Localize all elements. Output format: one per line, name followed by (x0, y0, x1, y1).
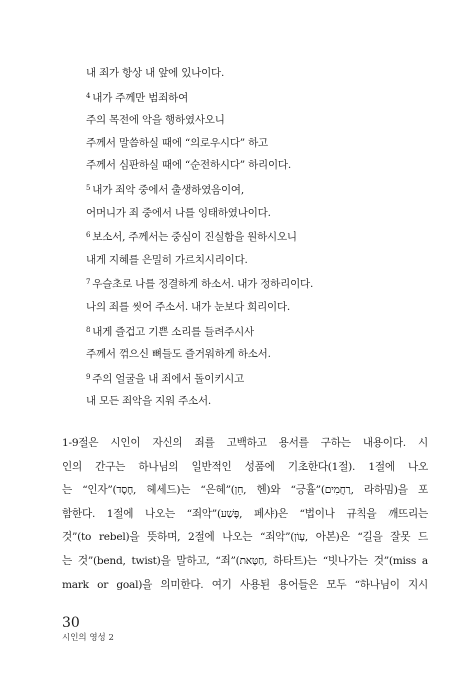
verse-text: 내 모든 죄악을 지워 주소서. (86, 395, 212, 408)
page-footer (62, 615, 114, 644)
commentary-line: 1-9절은 시인이 자신의 죄를 고백하고 용서를 구하는 내용이다. 시 (62, 437, 428, 449)
verse-text: 내게 지혜를 은밀히 가르치시리이다. (86, 253, 248, 266)
page-number: 30 (62, 615, 80, 631)
verse-line (86, 154, 446, 177)
verse-line (86, 343, 446, 366)
commentary-paragraph (62, 432, 428, 597)
verse-text: 내게 즐겁고 기쁜 소리를 들려주시사 (92, 325, 254, 338)
verse-text: 주의 목전에 악을 행하였사오니 (86, 114, 225, 127)
verse-number: 9 (86, 372, 91, 381)
verse-line (86, 296, 446, 319)
verse-line (86, 366, 446, 391)
commentary-line: 함한다. 1절에 나오는 “죄악”(פֶּשַׁע, 페샤)은 “법이나 규칙을 깨뜨리는 (62, 507, 428, 520)
book-title: 시인의 영성 2 (62, 633, 114, 643)
verse-line (86, 85, 446, 110)
verse-line (86, 271, 446, 296)
verse-line (86, 249, 446, 272)
verse-text: 어머니가 죄 중에서 나를 잉태하였나이다. (86, 206, 271, 219)
scripture-verses (86, 62, 446, 413)
commentary-line: 인의 간구는 하나님의 일반적인 성품에 기초한다(1절). 1절에 나오 (62, 460, 428, 473)
verse-number: 6 (86, 231, 91, 240)
verse-text: 내 죄가 항상 내 앞에 있나이다. (86, 67, 225, 79)
verse-number: 8 (86, 325, 91, 334)
verse-text: 주의 얼굴을 내 죄에서 돌이키시고 (92, 372, 245, 385)
verse-line (86, 224, 446, 249)
verse-text: 주께서 꺾으신 뼈들도 즐거워하게 하소서. (86, 348, 271, 361)
verse-line (86, 62, 446, 85)
commentary-line: 는 “인자”(חֶסֶד, 헤세드)는 “은혜”(חֵן, 헨)와 “긍휼”(רַחֲמִים, 라하밈)을 포 (62, 484, 428, 497)
verse-text: 우슬초로 나를 정결하게 하소서. 내가 정하리이다. (92, 278, 314, 291)
commentary-line: 는 것”(bend, twist)을 말하고, “죄”(חַטָּאת, 하타트)는 “빗나가는 것”(miss a (62, 554, 428, 567)
verse-text: 내가 주께만 범죄하여 (92, 91, 189, 104)
verse-line (86, 319, 446, 344)
verse-line (86, 202, 446, 225)
commentary-line: mark or goal)을 의미한다. 여기 사용된 용어들은 모두 “하나님이 지시 (62, 578, 428, 591)
verse-text: 주께서 말씀하실 때에 “의로우시다” 하고 (86, 136, 268, 149)
verse-number: 7 (86, 278, 91, 287)
verse-line (86, 109, 446, 132)
verse-text: 나의 죄를 씻어 주소서. 내가 눈보다 희리이다. (86, 300, 291, 313)
verse-text: 보소서, 주께서는 중심이 진실함을 원하시오니 (92, 231, 297, 244)
verse-number: 5 (86, 183, 91, 192)
verse-line (86, 132, 446, 155)
verse-line (86, 177, 446, 202)
verse-number: 4 (86, 91, 91, 100)
verse-line (86, 390, 446, 413)
verse-text: 주께서 심판하실 때에 “순전하시다” 하리이다. (86, 159, 291, 172)
commentary-line: 것”(to rebel)을 뜻하며, 2절에 나오는 “죄악”(עָוֹן, 아본)은 “길을 잘못 드 (62, 531, 428, 544)
verse-text: 내가 죄악 중에서 출생하였음이여, (92, 183, 245, 196)
